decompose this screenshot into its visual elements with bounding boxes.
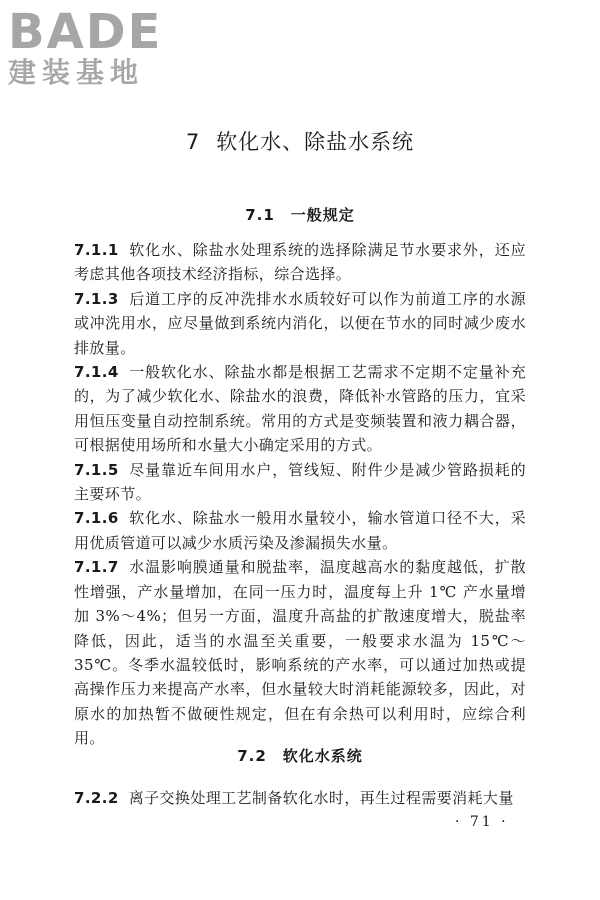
clause-number: 7.2.2 [74, 789, 119, 807]
section-number: 7.1 [245, 206, 275, 224]
clause-number: 7.1.1 [74, 241, 119, 259]
logo-brand-text: BADE [8, 4, 163, 60]
clause-text: 后道工序的反冲洗排水水质较好可以作为前道工序的水源或冲洗用水，应尽量做到系统内消化，以便在节水的同时减少废水排放量。 [74, 289, 526, 357]
chapter-title [0, 126, 600, 156]
clause-text: 尽量靠近车间用水户，管线短、附件少是减少管路损耗的主要环节。 [74, 460, 526, 504]
clause-7-2-2 [74, 786, 526, 810]
clause-number: 7.1.3 [74, 289, 119, 308]
section-title-text: 软化水系统 [282, 747, 363, 765]
section-title-text: 一般规定 [290, 206, 355, 224]
section-title-softened-water [0, 745, 600, 766]
clause-list-softened-water [74, 786, 526, 810]
clause-7-1-7 [74, 555, 526, 750]
clause-7-1-1 [74, 238, 526, 287]
clause-number: 7.1.7 [74, 558, 119, 577]
clause-7-1-5 [74, 458, 526, 507]
chapter-number: 7 [185, 130, 201, 154]
clause-number: 7.1.4 [74, 363, 119, 382]
clause-number: 7.1.5 [74, 460, 119, 479]
clause-list-general [74, 238, 526, 751]
clause-7-1-6 [74, 506, 526, 555]
logo-subtitle: 建装基地 [8, 56, 145, 89]
clause-text: 软化水、除盐水一般用水量较小，输水管道口径不大，采用优质管道可以减少水质污染及渗漏损失水量。 [74, 509, 526, 552]
clause-text: 一般软化水、除盐水都是根据工艺需求不定期不定量补充的，为了减少软化水、除盐水的浪费，降低补水管路的压力，宜采用恒压变量自动控制系统。常用的方式是变频装置和液力耦合器，可根据使用场所和水量大小确定采用的方式。 [74, 363, 526, 455]
bade-logo [8, 6, 178, 90]
clause-text: 水温影响膜通量和脱盐率，温度越高水的黏度越低，扩散性增强，产水量增加，在同一压力时，温度每上升 1℃ 产水量增加 3%～4%；但另一方面，温度升高盐的扩散速度增大，脱盐率降低，因此，适当的水温至关重要，一般要求水温为 15℃～35℃。冬季水温较低时，影响系统的产水率，可以通过加热或提高操作压力来提高产水率，但水量较大时消耗能源较多，因此，对原水的加热暂不做硬性规定，但在有余热可以利用时，应综合利用。 [74, 558, 526, 748]
page-number: · 71 · [455, 814, 509, 830]
section-title-general [0, 204, 600, 225]
clause-7-1-4 [74, 360, 526, 458]
section-number: 7.2 [237, 747, 267, 765]
clause-text: 软化水、除盐水处理系统的选择除满足节水要求外，还应考虑其他各项技术经济指标，综合选择。 [74, 241, 526, 284]
clause-text: 离子交换处理工艺制备软化水时，再生过程需要消耗大量 [128, 789, 514, 807]
clause-number: 7.1.6 [74, 509, 119, 528]
chapter-title-text: 软化水、除盐水系统 [216, 130, 415, 154]
clause-7-1-3 [74, 287, 526, 360]
